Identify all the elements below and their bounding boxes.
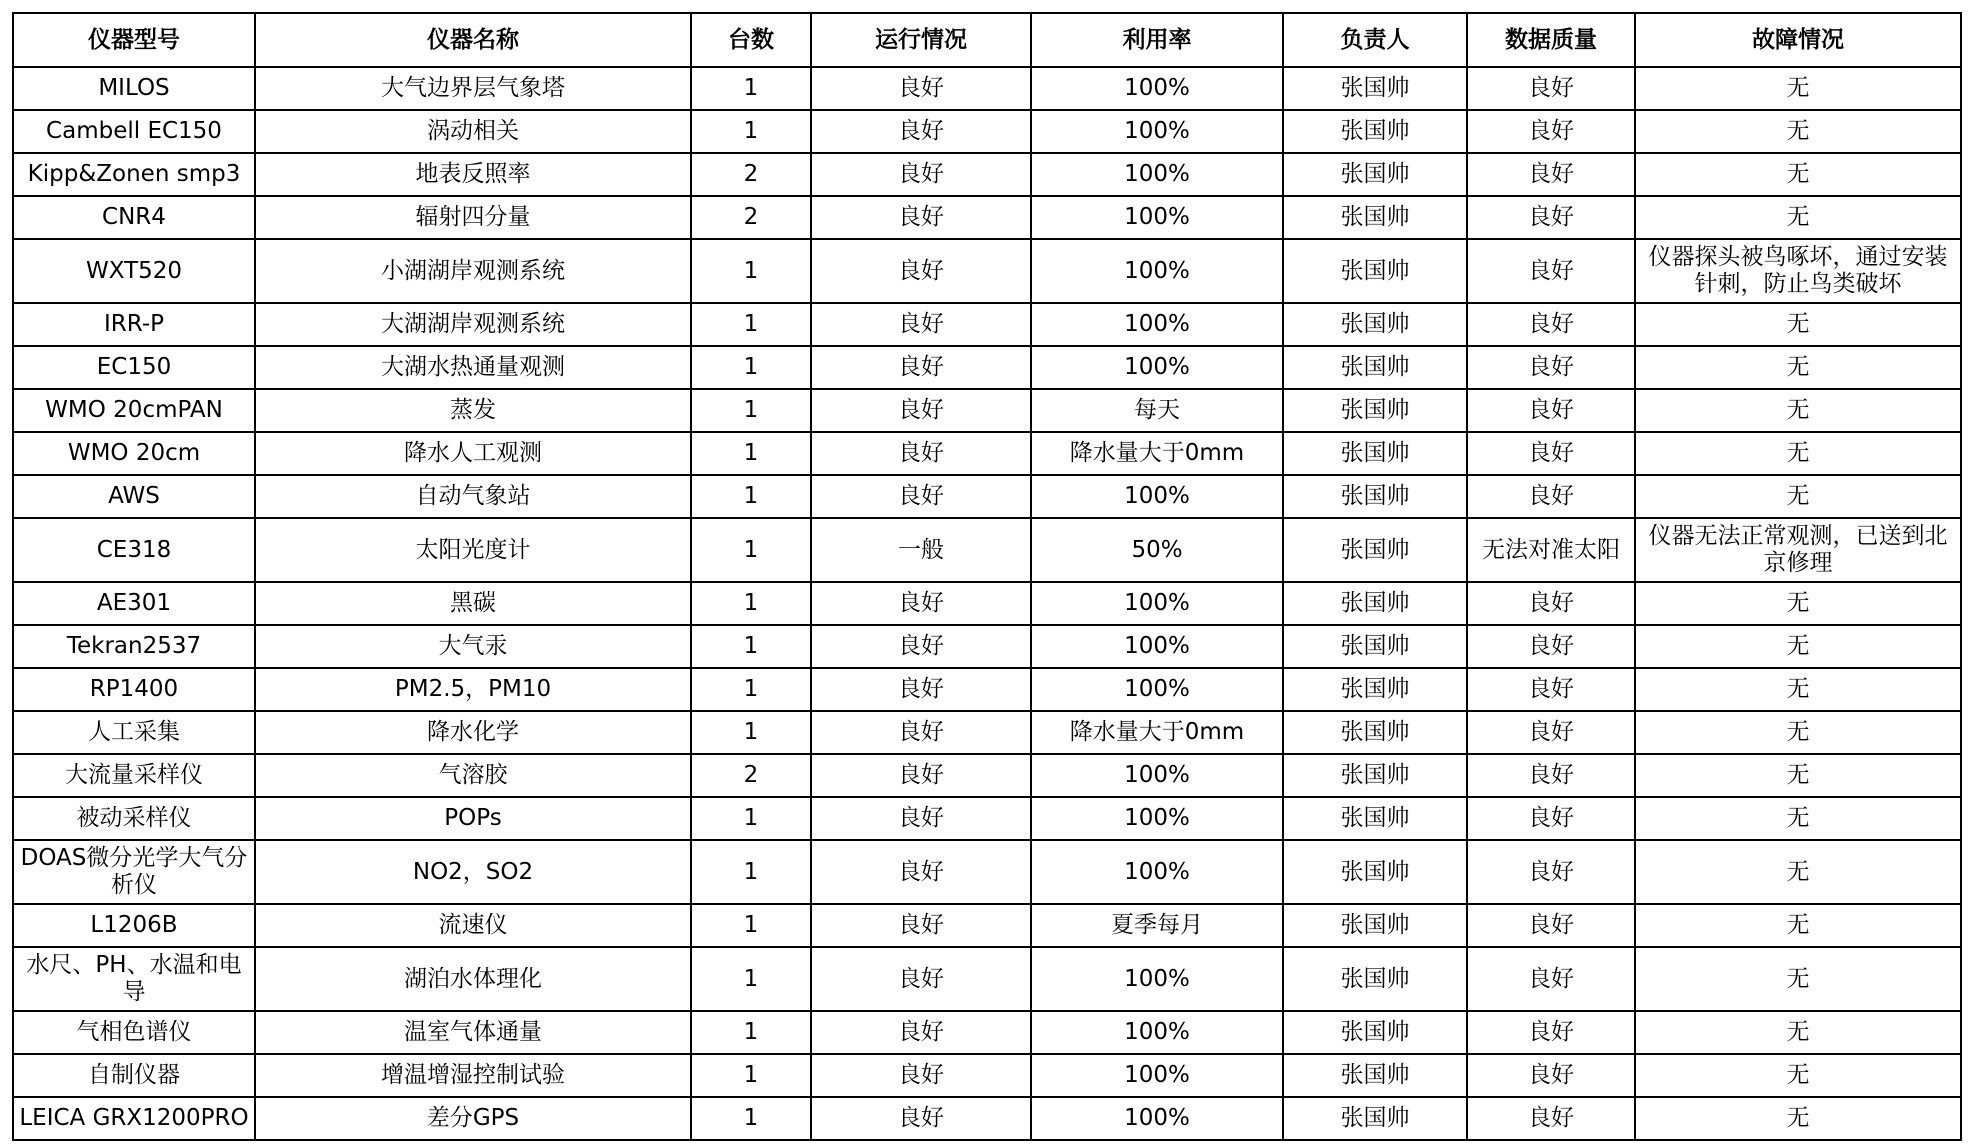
cell-model: DOAS微分光学大气分析仪 bbox=[13, 840, 255, 904]
table-row bbox=[13, 1097, 1961, 1140]
cell-fault: 无 bbox=[1635, 432, 1961, 475]
cell-status: 良好 bbox=[811, 153, 1031, 196]
cell-utilization: 每天 bbox=[1031, 389, 1283, 432]
cell-utilization: 50% bbox=[1031, 518, 1283, 582]
cell-owner: 张国帅 bbox=[1283, 67, 1467, 110]
cell-data-quality: 良好 bbox=[1467, 1011, 1635, 1054]
cell-status: 良好 bbox=[811, 303, 1031, 346]
cell-model: L1206B bbox=[13, 904, 255, 947]
cell-data-quality: 良好 bbox=[1467, 625, 1635, 668]
cell-count: 1 bbox=[691, 668, 811, 711]
header-name: 仪器名称 bbox=[255, 13, 691, 67]
cell-model: 被动采样仪 bbox=[13, 797, 255, 840]
table-row bbox=[13, 196, 1961, 239]
cell-name: 流速仪 bbox=[255, 904, 691, 947]
cell-name: 蒸发 bbox=[255, 389, 691, 432]
cell-count: 1 bbox=[691, 475, 811, 518]
cell-data-quality: 良好 bbox=[1467, 797, 1635, 840]
header-owner: 负责人 bbox=[1283, 13, 1467, 67]
cell-utilization: 100% bbox=[1031, 582, 1283, 625]
cell-owner: 张国帅 bbox=[1283, 1054, 1467, 1097]
cell-data-quality: 良好 bbox=[1467, 840, 1635, 904]
cell-owner: 张国帅 bbox=[1283, 582, 1467, 625]
cell-fault: 无 bbox=[1635, 1097, 1961, 1140]
cell-name: 辐射四分量 bbox=[255, 196, 691, 239]
cell-count: 1 bbox=[691, 947, 811, 1011]
cell-name: 大湖水热通量观测 bbox=[255, 346, 691, 389]
cell-name: 大气汞 bbox=[255, 625, 691, 668]
cell-owner: 张国帅 bbox=[1283, 1011, 1467, 1054]
cell-data-quality: 良好 bbox=[1467, 153, 1635, 196]
cell-count: 1 bbox=[691, 840, 811, 904]
cell-data-quality: 良好 bbox=[1467, 668, 1635, 711]
cell-data-quality: 良好 bbox=[1467, 346, 1635, 389]
cell-fault: 无 bbox=[1635, 754, 1961, 797]
cell-utilization: 100% bbox=[1031, 797, 1283, 840]
header-model: 仪器型号 bbox=[13, 13, 255, 67]
cell-owner: 张国帅 bbox=[1283, 797, 1467, 840]
cell-utilization: 100% bbox=[1031, 196, 1283, 239]
cell-count: 2 bbox=[691, 754, 811, 797]
cell-data-quality: 良好 bbox=[1467, 110, 1635, 153]
cell-name: NO2，SO2 bbox=[255, 840, 691, 904]
cell-fault: 无 bbox=[1635, 797, 1961, 840]
cell-data-quality: 良好 bbox=[1467, 303, 1635, 346]
cell-model: WMO 20cm bbox=[13, 432, 255, 475]
table-row bbox=[13, 947, 1961, 1011]
cell-status: 一般 bbox=[811, 518, 1031, 582]
cell-status: 良好 bbox=[811, 754, 1031, 797]
cell-utilization: 100% bbox=[1031, 840, 1283, 904]
cell-owner: 张国帅 bbox=[1283, 1097, 1467, 1140]
cell-fault: 无 bbox=[1635, 840, 1961, 904]
cell-fault: 无 bbox=[1635, 582, 1961, 625]
cell-owner: 张国帅 bbox=[1283, 904, 1467, 947]
cell-utilization: 100% bbox=[1031, 475, 1283, 518]
cell-name: 太阳光度计 bbox=[255, 518, 691, 582]
cell-status: 良好 bbox=[811, 389, 1031, 432]
cell-data-quality: 良好 bbox=[1467, 239, 1635, 303]
cell-name: 黑碳 bbox=[255, 582, 691, 625]
cell-count: 1 bbox=[691, 303, 811, 346]
cell-count: 1 bbox=[691, 1054, 811, 1097]
cell-status: 良好 bbox=[811, 797, 1031, 840]
cell-owner: 张国帅 bbox=[1283, 947, 1467, 1011]
cell-data-quality: 良好 bbox=[1467, 67, 1635, 110]
cell-owner: 张国帅 bbox=[1283, 625, 1467, 668]
table-row bbox=[13, 303, 1961, 346]
cell-owner: 张国帅 bbox=[1283, 239, 1467, 303]
cell-data-quality: 良好 bbox=[1467, 1054, 1635, 1097]
cell-fault: 无 bbox=[1635, 110, 1961, 153]
cell-utilization: 100% bbox=[1031, 239, 1283, 303]
cell-status: 良好 bbox=[811, 1011, 1031, 1054]
cell-utilization: 降水量大于0mm bbox=[1031, 711, 1283, 754]
cell-model: 自制仪器 bbox=[13, 1054, 255, 1097]
cell-utilization: 100% bbox=[1031, 668, 1283, 711]
cell-count: 1 bbox=[691, 711, 811, 754]
cell-count: 2 bbox=[691, 196, 811, 239]
cell-name: 湖泊水体理化 bbox=[255, 947, 691, 1011]
cell-owner: 张国帅 bbox=[1283, 303, 1467, 346]
cell-utilization: 100% bbox=[1031, 947, 1283, 1011]
cell-fault: 无 bbox=[1635, 196, 1961, 239]
table-row bbox=[13, 518, 1961, 582]
cell-count: 1 bbox=[691, 904, 811, 947]
cell-model: Tekran2537 bbox=[13, 625, 255, 668]
table-row bbox=[13, 67, 1961, 110]
cell-name: 差分GPS bbox=[255, 1097, 691, 1140]
cell-fault: 无 bbox=[1635, 711, 1961, 754]
cell-model: AWS bbox=[13, 475, 255, 518]
cell-count: 1 bbox=[691, 67, 811, 110]
cell-status: 良好 bbox=[811, 475, 1031, 518]
cell-owner: 张国帅 bbox=[1283, 346, 1467, 389]
cell-model: LEICA GRX1200PRO bbox=[13, 1097, 255, 1140]
cell-utilization: 夏季每月 bbox=[1031, 904, 1283, 947]
cell-count: 2 bbox=[691, 153, 811, 196]
cell-owner: 张国帅 bbox=[1283, 432, 1467, 475]
cell-name: 降水化学 bbox=[255, 711, 691, 754]
cell-utilization: 100% bbox=[1031, 1097, 1283, 1140]
cell-status: 良好 bbox=[811, 67, 1031, 110]
cell-data-quality: 良好 bbox=[1467, 432, 1635, 475]
cell-fault: 无 bbox=[1635, 303, 1961, 346]
cell-fault: 无 bbox=[1635, 947, 1961, 1011]
cell-status: 良好 bbox=[811, 711, 1031, 754]
cell-status: 良好 bbox=[811, 625, 1031, 668]
table-row bbox=[13, 239, 1961, 303]
cell-name: POPs bbox=[255, 797, 691, 840]
cell-owner: 张国帅 bbox=[1283, 196, 1467, 239]
cell-fault: 无 bbox=[1635, 1011, 1961, 1054]
cell-data-quality: 良好 bbox=[1467, 1097, 1635, 1140]
cell-status: 良好 bbox=[811, 110, 1031, 153]
cell-name: 地表反照率 bbox=[255, 153, 691, 196]
cell-model: 气相色谱仪 bbox=[13, 1011, 255, 1054]
cell-owner: 张国帅 bbox=[1283, 475, 1467, 518]
cell-data-quality: 良好 bbox=[1467, 947, 1635, 1011]
cell-count: 1 bbox=[691, 346, 811, 389]
cell-name: 温室气体通量 bbox=[255, 1011, 691, 1054]
cell-count: 1 bbox=[691, 797, 811, 840]
cell-name: 自动气象站 bbox=[255, 475, 691, 518]
cell-name: 气溶胶 bbox=[255, 754, 691, 797]
cell-data-quality: 良好 bbox=[1467, 754, 1635, 797]
cell-utilization: 降水量大于0mm bbox=[1031, 432, 1283, 475]
cell-status: 良好 bbox=[811, 947, 1031, 1011]
cell-utilization: 100% bbox=[1031, 67, 1283, 110]
cell-status: 良好 bbox=[811, 668, 1031, 711]
cell-model: EC150 bbox=[13, 346, 255, 389]
instrument-table bbox=[12, 12, 1962, 1141]
cell-name: 增温增湿控制试验 bbox=[255, 1054, 691, 1097]
cell-model: Cambell EC150 bbox=[13, 110, 255, 153]
cell-fault: 无 bbox=[1635, 1054, 1961, 1097]
cell-model: AE301 bbox=[13, 582, 255, 625]
cell-model: RP1400 bbox=[13, 668, 255, 711]
table-row bbox=[13, 110, 1961, 153]
cell-model: 水尺、PH、水温和电导 bbox=[13, 947, 255, 1011]
cell-status: 良好 bbox=[811, 432, 1031, 475]
cell-model: WMO 20cmPAN bbox=[13, 389, 255, 432]
header-fault: 故障情况 bbox=[1635, 13, 1961, 67]
cell-name: 小湖湖岸观测系统 bbox=[255, 239, 691, 303]
header-status: 运行情况 bbox=[811, 13, 1031, 67]
cell-model: Kipp&Zonen smp3 bbox=[13, 153, 255, 196]
cell-name: 大气边界层气象塔 bbox=[255, 67, 691, 110]
cell-data-quality: 良好 bbox=[1467, 475, 1635, 518]
cell-utilization: 100% bbox=[1031, 1054, 1283, 1097]
header-count: 台数 bbox=[691, 13, 811, 67]
cell-status: 良好 bbox=[811, 239, 1031, 303]
table-row bbox=[13, 346, 1961, 389]
cell-fault: 无 bbox=[1635, 346, 1961, 389]
table-row bbox=[13, 1011, 1961, 1054]
cell-utilization: 100% bbox=[1031, 303, 1283, 346]
cell-model: WXT520 bbox=[13, 239, 255, 303]
table-row bbox=[13, 389, 1961, 432]
cell-status: 良好 bbox=[811, 1054, 1031, 1097]
cell-count: 1 bbox=[691, 432, 811, 475]
table-row bbox=[13, 754, 1961, 797]
cell-owner: 张国帅 bbox=[1283, 518, 1467, 582]
header-data-quality: 数据质量 bbox=[1467, 13, 1635, 67]
header-utilization: 利用率 bbox=[1031, 13, 1283, 67]
cell-data-quality: 良好 bbox=[1467, 904, 1635, 947]
cell-data-quality: 良好 bbox=[1467, 389, 1635, 432]
cell-owner: 张国帅 bbox=[1283, 153, 1467, 196]
table-row bbox=[13, 797, 1961, 840]
cell-count: 1 bbox=[691, 625, 811, 668]
table-row bbox=[13, 153, 1961, 196]
table-body bbox=[13, 67, 1961, 1140]
cell-model: 人工采集 bbox=[13, 711, 255, 754]
table-row bbox=[13, 582, 1961, 625]
cell-count: 1 bbox=[691, 1011, 811, 1054]
cell-fault: 无 bbox=[1635, 668, 1961, 711]
cell-name: 涡动相关 bbox=[255, 110, 691, 153]
cell-count: 1 bbox=[691, 239, 811, 303]
cell-status: 良好 bbox=[811, 582, 1031, 625]
cell-data-quality: 良好 bbox=[1467, 196, 1635, 239]
cell-status: 良好 bbox=[811, 840, 1031, 904]
table-row bbox=[13, 1054, 1961, 1097]
cell-data-quality: 良好 bbox=[1467, 582, 1635, 625]
cell-status: 良好 bbox=[811, 904, 1031, 947]
cell-count: 1 bbox=[691, 110, 811, 153]
cell-status: 良好 bbox=[811, 196, 1031, 239]
cell-owner: 张国帅 bbox=[1283, 389, 1467, 432]
cell-fault: 无 bbox=[1635, 475, 1961, 518]
cell-model: 大流量采样仪 bbox=[13, 754, 255, 797]
cell-data-quality: 良好 bbox=[1467, 711, 1635, 754]
cell-fault: 无 bbox=[1635, 625, 1961, 668]
cell-utilization: 100% bbox=[1031, 754, 1283, 797]
cell-fault: 无 bbox=[1635, 904, 1961, 947]
table-row bbox=[13, 711, 1961, 754]
cell-utilization: 100% bbox=[1031, 346, 1283, 389]
cell-owner: 张国帅 bbox=[1283, 110, 1467, 153]
cell-fault: 无 bbox=[1635, 153, 1961, 196]
cell-fault: 仪器探头被鸟啄坏，通过安装针刺，防止鸟类破坏 bbox=[1635, 239, 1961, 303]
cell-status: 良好 bbox=[811, 1097, 1031, 1140]
cell-count: 1 bbox=[691, 389, 811, 432]
cell-count: 1 bbox=[691, 518, 811, 582]
table-row bbox=[13, 625, 1961, 668]
cell-owner: 张国帅 bbox=[1283, 840, 1467, 904]
cell-name: 降水人工观测 bbox=[255, 432, 691, 475]
cell-count: 1 bbox=[691, 582, 811, 625]
cell-utilization: 100% bbox=[1031, 1011, 1283, 1054]
cell-model: CNR4 bbox=[13, 196, 255, 239]
cell-model: CE318 bbox=[13, 518, 255, 582]
cell-owner: 张国帅 bbox=[1283, 668, 1467, 711]
table-row bbox=[13, 432, 1961, 475]
cell-model: MILOS bbox=[13, 67, 255, 110]
cell-fault: 无 bbox=[1635, 67, 1961, 110]
cell-owner: 张国帅 bbox=[1283, 711, 1467, 754]
cell-model: IRR-P bbox=[13, 303, 255, 346]
table-row bbox=[13, 668, 1961, 711]
cell-utilization: 100% bbox=[1031, 153, 1283, 196]
table-row bbox=[13, 840, 1961, 904]
table-row bbox=[13, 904, 1961, 947]
cell-status: 良好 bbox=[811, 346, 1031, 389]
cell-fault: 无 bbox=[1635, 389, 1961, 432]
table-row bbox=[13, 475, 1961, 518]
cell-fault: 仪器无法正常观测，已送到北京修理 bbox=[1635, 518, 1961, 582]
table-header-row bbox=[13, 13, 1961, 67]
cell-name: PM2.5，PM10 bbox=[255, 668, 691, 711]
cell-name: 大湖湖岸观测系统 bbox=[255, 303, 691, 346]
cell-utilization: 100% bbox=[1031, 110, 1283, 153]
cell-count: 1 bbox=[691, 1097, 811, 1140]
cell-owner: 张国帅 bbox=[1283, 754, 1467, 797]
cell-data-quality: 无法对准太阳 bbox=[1467, 518, 1635, 582]
cell-utilization: 100% bbox=[1031, 625, 1283, 668]
